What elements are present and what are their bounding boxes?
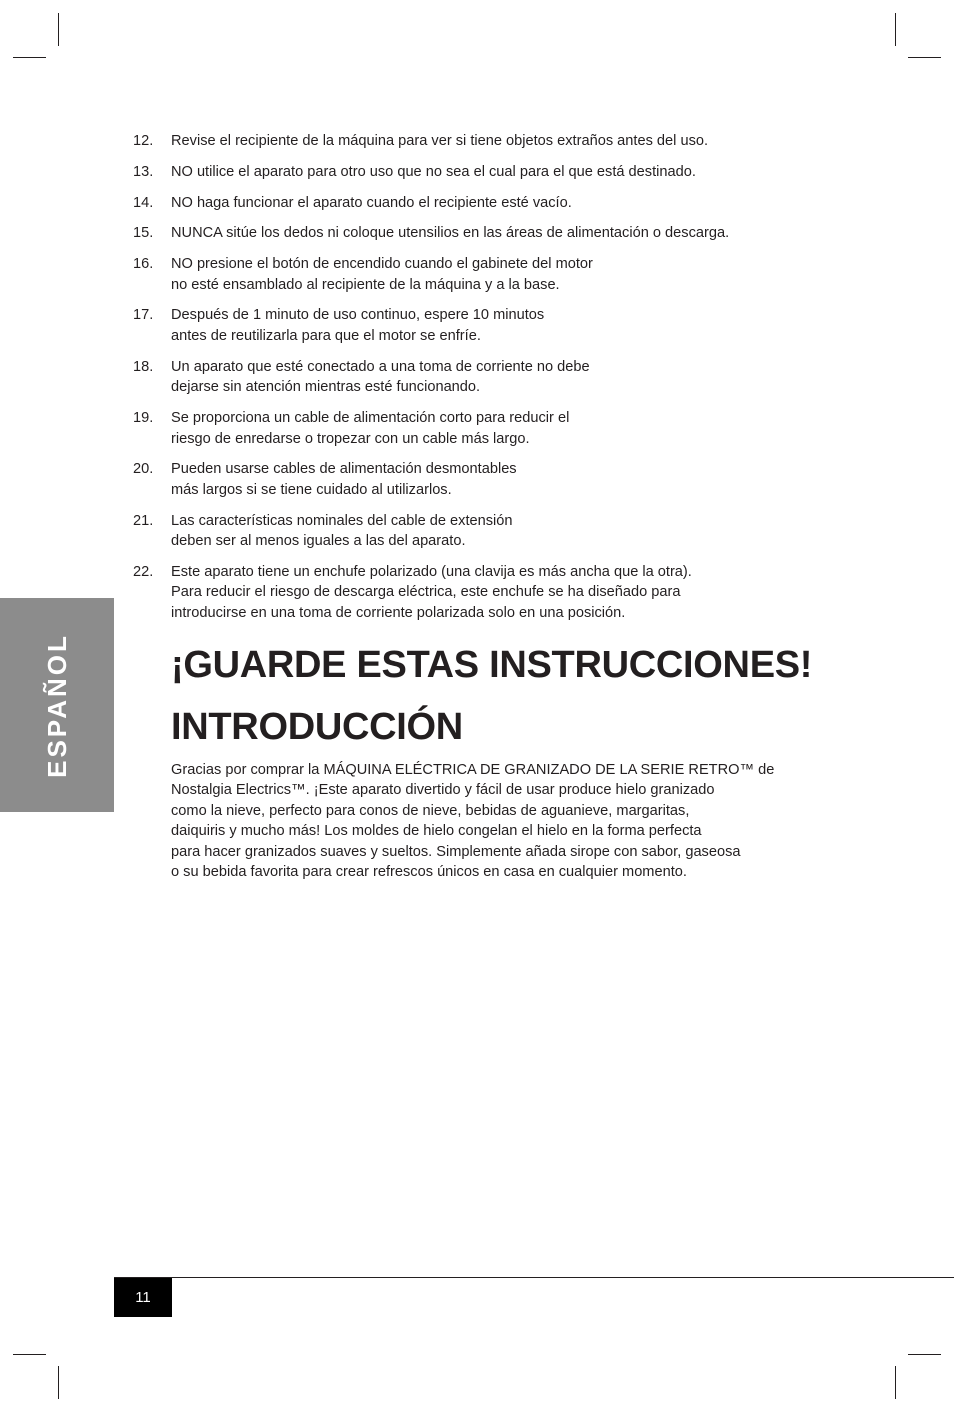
crop-mark-top-left-h — [13, 57, 46, 58]
list-item-text: NO haga funcionar el aparato cuando el recipiente esté vacío. — [171, 194, 572, 211]
page-number: 11 — [135, 1289, 151, 1306]
safety-instructions-list — [133, 131, 833, 634]
list-item — [133, 254, 833, 295]
list-item-text: Revise el recipiente de la máquina para ver si tiene objetos extraños antes del uso. — [171, 133, 709, 149]
list-item-number: 16. — [133, 256, 154, 273]
list-item — [133, 223, 833, 244]
language-side-tab-label: ESPAÑOL — [41, 632, 72, 778]
list-item-number: 14. — [133, 194, 154, 211]
list-item-number: 12. — [133, 133, 154, 149]
list-item — [133, 305, 833, 346]
list-item — [133, 459, 833, 500]
list-item-number: 15. — [133, 225, 154, 242]
list-item-text: Las características nominales del cable de extensión deben ser al menos iguales a las del aparato. — [171, 512, 513, 550]
introduction-heading: INTRODUCCIÓN — [171, 706, 463, 748]
list-item-text: Este aparato tiene un enchufe polarizado (una clavija es más ancha que la otra). Para reducir el riesgo de descarga eléctrica, este enchufe se ha diseñado para introducirse en una toma de corriente polarizada solo en una posición. — [171, 563, 692, 621]
list-item-text: Un aparato que esté conectado a una toma de corriente no debe dejarse sin atención mientras esté funcionando. — [171, 358, 590, 396]
list-item-text: Después de 1 minuto de uso continuo, espere 10 minutos antes de reutilizarla para que el motor se enfríe. — [171, 307, 545, 344]
introduction-paragraph: Gracias por comprar la MÁQUINA ELÉCTRICA DE GRANIZADO DE LA SERIE RETRO™ de Nostalgia Electrics™. ¡Este aparato divertido y fácil de usar produce hielo granizado como la nieve, perfecto para conos de nieve, bebidas de aguanieve, margaritas, daiquiris y mucho más! Los moldes de hielo congelan el hielo en la forma perfecta para hacer granizados suaves y sueltos. Simplemente añada sirope con sabor, gaseosa o su bebida favorita para crear refrescos únicos en casa en cualquier momento. — [171, 762, 775, 881]
list-item-text: NO presione el botón de encendido cuando el gabinete del motor no esté ensamblado al recipiente de la máquina y a la base. — [171, 256, 593, 293]
list-item-text: Pueden usarse cables de alimentación desmontables más largos si se tiene cuidado al utilizarlos. — [171, 461, 517, 498]
crop-mark-bottom-left-h — [13, 1354, 46, 1355]
list-item-number: 20. — [133, 461, 154, 478]
list-item — [133, 562, 833, 624]
list-item — [133, 162, 833, 183]
language-side-tab — [0, 598, 114, 812]
list-item — [133, 193, 833, 214]
list-item-text: NUNCA sitúe los dedos ni coloque utensilios en las áreas de alimentación o descarga. — [171, 225, 730, 242]
list-item — [133, 408, 833, 449]
list-item-number: 18. — [133, 358, 154, 375]
list-item — [133, 131, 833, 152]
list-item — [133, 511, 833, 552]
page-number-box — [114, 1278, 172, 1317]
save-instructions-heading: ¡GUARDE ESTAS INSTRUCCIONES! — [171, 644, 813, 686]
list-item-number: 22. — [133, 563, 154, 580]
crop-mark-top-right-h — [908, 57, 941, 58]
list-item-text: Se proporciona un cable de alimentación corto para reducir el riesgo de enredarse o tropezar con un cable más largo. — [171, 410, 570, 447]
list-item-number: 13. — [133, 163, 154, 180]
list-item-number: 19. — [133, 410, 154, 427]
footer-rule — [114, 1277, 954, 1278]
list-item-text: NO utilice el aparato para otro uso que no sea el cual para el que está destinado. — [171, 163, 696, 180]
list-item-number: 17. — [133, 307, 154, 324]
crop-mark-bottom-right-v — [895, 1366, 896, 1399]
list-item — [133, 357, 833, 398]
list-item-number: 21. — [133, 512, 154, 529]
crop-mark-top-left-v — [58, 13, 59, 46]
crop-mark-bottom-right-h — [908, 1354, 941, 1355]
crop-mark-bottom-left-v — [58, 1366, 59, 1399]
crop-mark-top-right-v — [895, 13, 896, 46]
